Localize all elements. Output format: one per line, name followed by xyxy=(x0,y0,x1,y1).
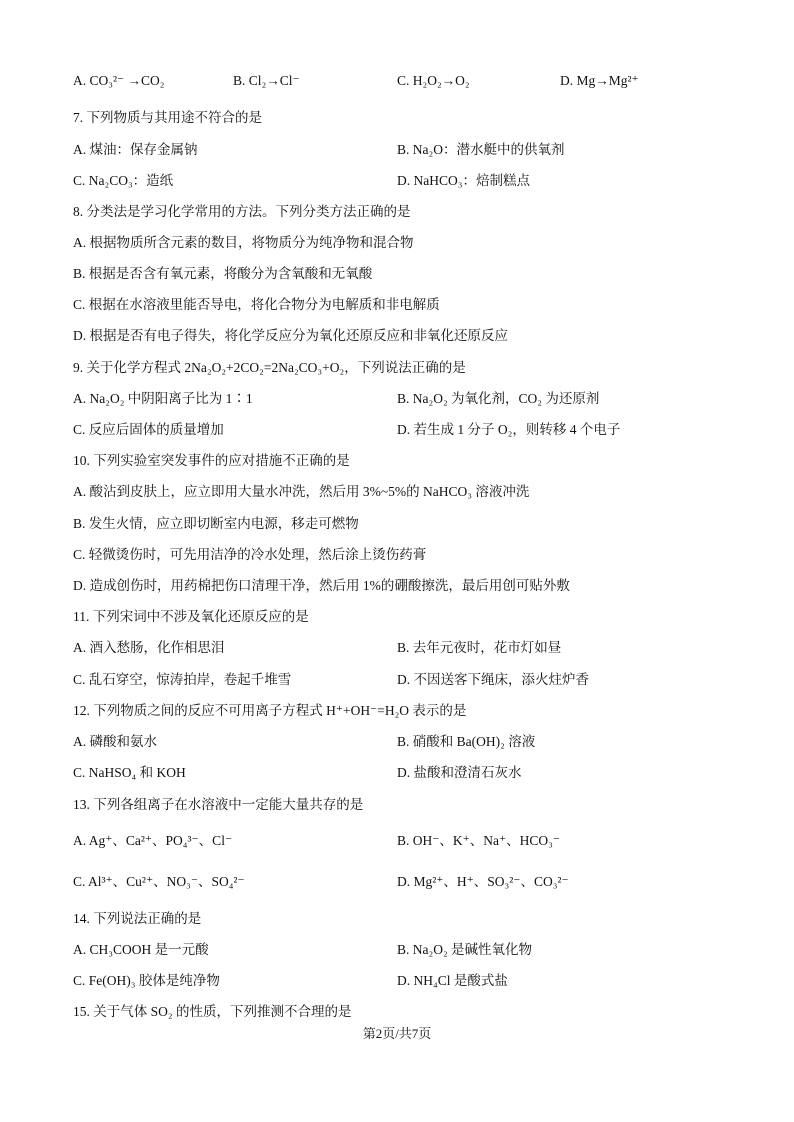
q9-stem: 9. 关于化学方程式 2Na₂O₂+2CO₂=2Na₂CO₃+O₂，下列说法正确的是 xyxy=(73,360,466,375)
q10-option-a: A. 酸沾到皮肤上，应立即用大量水冲洗，然后用 3%~5%的 NaHCO₃ 溶液冲洗 xyxy=(73,484,530,499)
q11-option-b: B. 去年元夜时，花市灯如昼 xyxy=(397,640,562,655)
q14-stem: 14. 下列说法正确的是 xyxy=(73,911,202,926)
page-footer: 第2页/共7页 xyxy=(362,1026,432,1041)
q13-option-a: A. Ag⁺、Ca²⁺、PO₄³⁻、Cl⁻ xyxy=(73,833,233,848)
q12-stem: 12. 下列物质之间的反应不可用离子方程式 H⁺+OH⁻=H₂O 表示的是 xyxy=(73,703,467,718)
q10-stem: 10. 下列实验室突发事件的应对措施不正确的是 xyxy=(73,453,350,468)
q6-option-a: A. CO₃²⁻ →CO₂ xyxy=(73,73,165,88)
q8-stem: 8. 分类法是学习化学常用的方法。下列分类方法正确的是 xyxy=(73,204,411,219)
q9-option-c: C. 反应后固体的质量增加 xyxy=(73,422,224,437)
q11-stem: 11. 下列宋词中不涉及氧化还原反应的是 xyxy=(73,609,309,624)
q9-option-b: B. Na₂O₂ 为氧化剂，CO₂ 为还原剂 xyxy=(397,391,600,406)
q13-option-c: C. Al³⁺、Cu²⁺、NO₃⁻、SO₄²⁻ xyxy=(73,874,245,889)
q6-option-c: C. H₂O₂→O₂ xyxy=(397,73,470,88)
q6-option-d: D. Mg→Mg²⁺ xyxy=(560,73,639,88)
q12-option-d: D. 盐酸和澄清石灰水 xyxy=(397,765,522,780)
q12-option-c: C. NaHSO₄ 和 KOH xyxy=(73,765,186,780)
q13-option-d: D. Mg²⁺、H⁺、SO₃²⁻、CO₃²⁻ xyxy=(397,874,569,889)
q14-option-b: B. Na₂O₂ 是碱性氧化物 xyxy=(397,942,533,957)
q12-option-a: A. 磷酸和氨水 xyxy=(73,734,157,749)
q9-option-d: D. 若生成 1 分子 O₂，则转移 4 个电子 xyxy=(397,422,621,437)
q10-option-d: D. 造成创伤时，用药棉把伤口清理干净，然后用 1%的硼酸擦洗，最后用创可贴外敷 xyxy=(73,578,570,593)
q11-option-c: C. 乱石穿空，惊涛拍岸，卷起千堆雪 xyxy=(73,672,292,687)
q6-option-b: B. Cl₂→Cl⁻ xyxy=(233,73,300,88)
q14-option-d: D. NH₄Cl 是酸式盐 xyxy=(397,973,508,988)
q12-option-b: B. 硝酸和 Ba(OH)₂ 溶液 xyxy=(397,734,536,749)
q8-option-d: D. 根据是否有电子得失，将化学反应分为氧化还原反应和非氧化还原反应 xyxy=(73,328,508,343)
q15-stem: 15. 关于气体 SO₂ 的性质，下列推测不合理的是 xyxy=(73,1004,352,1019)
q8-option-b: B. 根据是否含有氧元素，将酸分为含氧酸和无氧酸 xyxy=(73,266,373,281)
q13-stem: 13. 下列各组离子在水溶液中一定能大量共存的是 xyxy=(73,797,364,812)
q7-stem: 7. 下列物质与其用途不符合的是 xyxy=(73,110,262,125)
q9-option-a: A. Na₂O₂ 中阴阳离子比为 1∶1 xyxy=(73,391,253,406)
q14-option-a: A. CH₃COOH 是一元酸 xyxy=(73,942,209,957)
q13-option-b: B. OH⁻、K⁺、Na⁺、HCO₃⁻ xyxy=(397,833,560,848)
q8-option-a: A. 根据物质所含元素的数目，将物质分为纯净物和混合物 xyxy=(73,235,414,250)
q11-option-d: D. 不因送客下绳床，添火炷炉香 xyxy=(397,672,589,687)
q7-option-a: A. 煤油：保存金属钠 xyxy=(73,142,198,157)
q7-option-d: D. NaHCO₃：焙制糕点 xyxy=(397,173,530,188)
q10-option-b: B. 发生火情，应立即切断室内电源，移走可燃物 xyxy=(73,516,359,531)
q10-option-c: C. 轻微烫伤时，可先用洁净的冷水处理，然后涂上烫伤药膏 xyxy=(73,547,427,562)
q8-option-c: C. 根据在水溶液里能否导电，将化合物分为电解质和非电解质 xyxy=(73,297,440,312)
q7-option-b: B. Na₂O：潜水艇中的供氧剂 xyxy=(397,142,565,157)
q11-option-a: A. 酒入愁肠，化作相思泪 xyxy=(73,640,225,655)
q7-option-c: C. Na₂CO₃：造纸 xyxy=(73,173,174,188)
q14-option-c: C. Fe(OH)₃ 胶体是纯净物 xyxy=(73,973,220,988)
